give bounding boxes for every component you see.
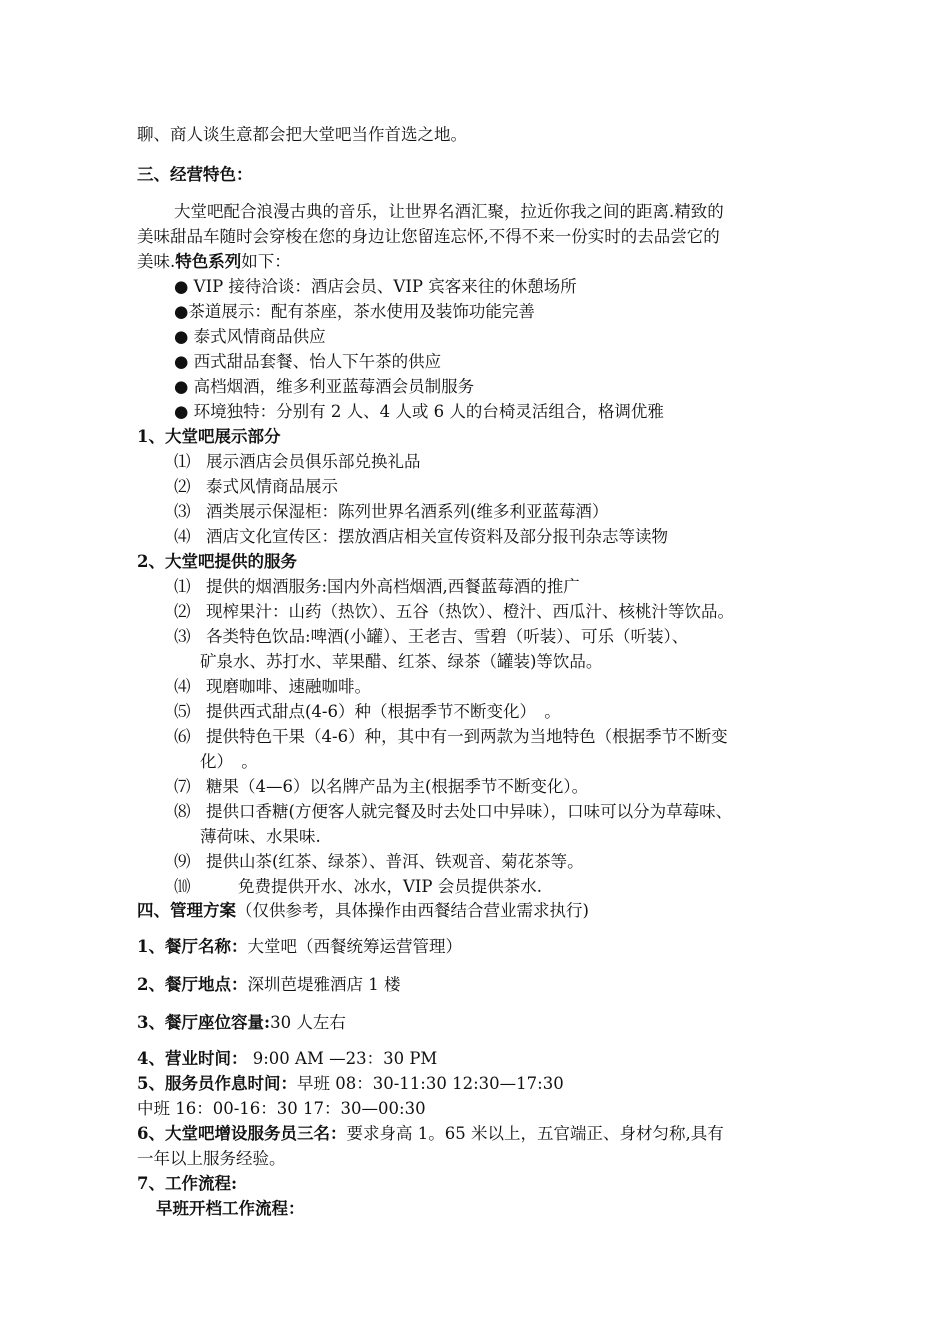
service-item-6-continued: 化） 。	[200, 752, 258, 771]
bullet-icon: ●	[174, 302, 189, 321]
display-heading: 1、大堂吧展示部分	[137, 427, 281, 446]
service-item-1: ⑴ 提供的烟酒服务:国内外高档烟酒,西餐蓝莓酒的推广	[174, 577, 580, 596]
feature-bullet-2: ●茶道展示：配有茶座，茶水使用及装饰功能完善	[174, 302, 535, 321]
bullet-icon: ●	[174, 352, 189, 371]
feature-bullet-1: ● VIP 接待洽谈：酒店会员、VIP 宾客来往的休憩场所	[174, 277, 577, 296]
morning-shift-workflow-heading: 早班开档工作流程：	[156, 1199, 305, 1218]
section4-heading: 四、管理方案（仅供参考，具体操作由西餐结合营业需求执行)	[137, 901, 589, 920]
display-item-3: ⑶ 酒类展示保湿柜：陈列世界名酒系列(维多利亚蓝莓酒）	[174, 502, 609, 521]
service-item-7: ⑺ 糖果（4—6）以名牌产品为主(根据季节不断变化）。	[174, 777, 589, 796]
section3-heading: 三、经营特色：	[137, 165, 253, 184]
service-item-3: ⑶ 各类特色饮品:啤酒(小罐）、王老吉、雪碧（听装）、可乐（听装）、	[174, 627, 689, 646]
restaurant-location: 2、餐厅地点：深圳芭堤雅酒店 1 楼	[137, 975, 401, 994]
service-item-2: ⑵ 现榨果汁：山药（热饮）、五谷（热饮）、橙汁、西瓜汁、核桃汁等饮品。	[174, 602, 734, 621]
service-item-5: ⑸ 提供西式甜点(4-6）种（根据季节不断变化） 。	[174, 702, 561, 721]
display-item-2: ⑵ 泰式风情商品展示	[174, 477, 338, 496]
display-item-4: ⑷ 酒店文化宣传区：摆放酒店相关宣传资料及部分报刊杂志等读物	[174, 527, 668, 546]
display-item-1: ⑴ 展示酒店会员俱乐部兑换礼品	[174, 452, 421, 471]
bullet-icon: ●	[174, 327, 189, 346]
additional-staff-line-2: 一年以上服务经验。	[137, 1149, 286, 1168]
restaurant-name: 1、餐厅名称：大堂吧（西餐统筹运营管理）	[137, 937, 462, 956]
bullet-icon: ●	[174, 402, 189, 421]
workflow-heading: 7、工作流程:	[137, 1174, 238, 1193]
service-item-4: ⑷ 现磨咖啡、速融咖啡。	[174, 677, 371, 696]
service-item-10: ⑽ 免费提供开水、冰水，VIP 会员提供茶水.	[174, 877, 543, 896]
feature-bullet-6: ● 环境独特：分别有 2 人、4 人或 6 人的台椅灵活组合，格调优雅	[174, 402, 664, 421]
bullet-icon: ●	[174, 377, 189, 396]
service-item-6: ⑹ 提供特色干果（4-6）种，其中有一到两款为当地特色（根据季节不断变	[174, 727, 728, 746]
intro-line: 聊、商人谈生意都会把大堂吧当作首选之地。	[137, 125, 467, 144]
para-end-prefix: 美味.	[137, 252, 176, 271]
feature-series-label: 特色系列	[175, 252, 242, 271]
section3-para-line-2: 美味甜品车随时会穿梭在您的身边让您留连忘怀,不得不来一份实时的去品尝它的	[137, 227, 720, 246]
service-item-8: ⑻ 提供口香糖(方便客人就完餐及时去处口中异味），口味可以分为草莓味、	[174, 802, 733, 821]
staff-schedule: 5、服务员作息时间：早班 08：30-11:30 12:30—17:30	[137, 1074, 564, 1093]
section3-para-line-3	[137, 251, 291, 273]
feature-bullet-3: ● 泰式风情商品供应	[174, 327, 326, 346]
services-heading: 2、大堂吧提供的服务	[137, 552, 297, 571]
feature-bullet-4: ● 西式甜品套餐、怡人下午茶的供应	[174, 352, 442, 371]
staff-schedule-line-2: 中班 16：00-16：30 17：30—00:30	[137, 1099, 426, 1118]
service-item-9: ⑼ 提供山茶(红茶、绿茶）、普洱、铁观音、菊花茶等。	[174, 852, 584, 871]
business-hours: 4、营业时间： 9:00 AM —23：30 PM	[137, 1049, 438, 1068]
bullet-icon: ●	[174, 277, 189, 296]
feature-bullet-5: ● 高档烟酒，维多利亚蓝莓酒会员制服务	[174, 377, 475, 396]
para-end-suffix: 如下：	[241, 252, 291, 271]
service-item-8-continued: 薄荷味、水果味.	[200, 827, 321, 846]
additional-staff: 6、大堂吧增设服务员三名：要求身高 1。65 米以上，五官端正、身材匀称,具有	[137, 1124, 724, 1143]
seating-capacity: 3、餐厅座位容量:30 人左右	[137, 1013, 346, 1032]
section3-para-line-1: 大堂吧配合浪漫古典的音乐，让世界名酒汇聚，拉近你我之间的距离.精致的	[174, 202, 724, 221]
service-item-3-continued: 矿泉水、苏打水、苹果醋、红茶、绿茶（罐装)等饮品。	[200, 652, 603, 671]
